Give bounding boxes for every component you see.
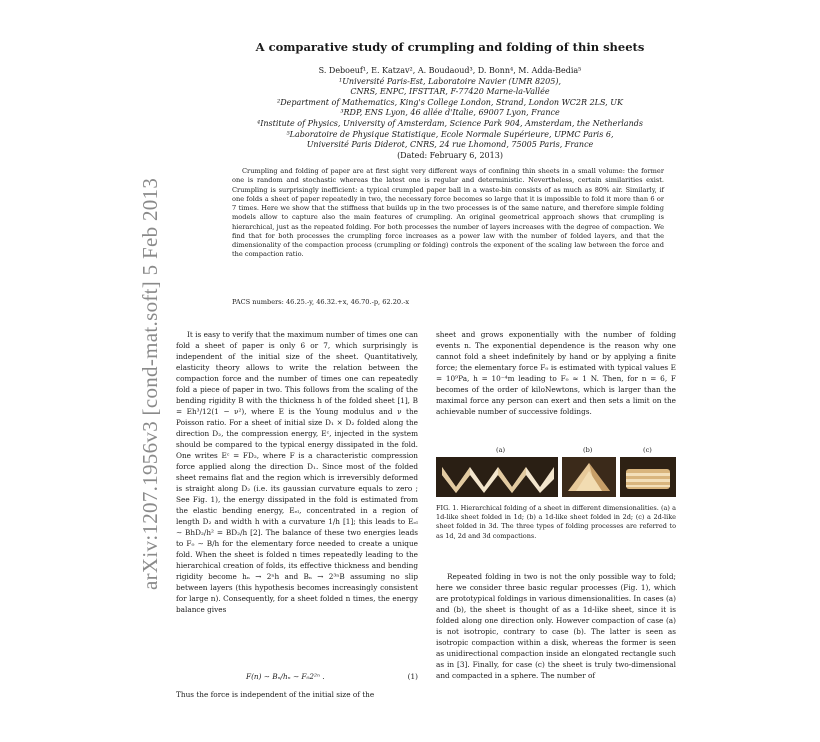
figure-caption: FIG. 1. Hierarchical folding of a sheet in different dimensionalities. (a) a 1d-like sheet folded in 1d; (b) a 1d-like sheet folded in 2d; (c) a 2d-like sheet folded in 3d. The three types of folding processes are referred to as 1d, 2d and 3d compactions. (436, 504, 676, 540)
authors-block (210, 66, 690, 161)
equation-body: F(n) ∼ Bₙ/hₙ ∼ F₀2²ⁿ . (246, 672, 325, 681)
affiliation: Université Paris Diderot, CNRS, 24 rue Lhomond, 75005 Paris, France (306, 140, 594, 150)
affiliation: ⁵Laboratoire de Physique Statistique, Ecole Normale Supérieure, UPMC Paris 6, (286, 129, 614, 139)
author-list: S. Deboeuf¹, E. Katzav², A. Boudaoud³, D. Bonn⁴, M. Adda-Bedia⁵ (318, 66, 582, 75)
date-line: (Dated: February 6, 2013) (397, 150, 503, 160)
affiliation: ²Department of Mathematics, King's College London, Strand, London WC2R 2LS, UK (277, 97, 623, 107)
body-text-continued: Thus the force is independent of the initial size of the (176, 690, 375, 699)
right-column (436, 329, 676, 417)
figure-label-b: (b) (583, 446, 593, 454)
photo-2d-folding (562, 457, 616, 497)
affiliation: CNRS, ENPC, IFSTTAR, F-77420 Marne-la-Vallée (350, 87, 550, 97)
body-paragraph: Repeated folding in two is not the only possible way to fold; here we consider three basic regular processes (Fig. 1), which are prototypical foldings in various dimensionalities. In cases (a) and (b), the sheet is thought of as a 1d-like sheet, since it is folded along one direction only. However compaction of case (a) is not isotropic, contrary to case (b). The latter is seen as isotropic compaction within a disk, whereas the former is seen as unidirectional compaction inside an elongated rectangle such as in [3]. Finally, for case (c) the sheet is truly two-dimensional and compacted in a sphere. The number of (436, 572, 676, 680)
left-column (176, 329, 418, 615)
affiliation: ³RDP, ENS Lyon, 46 allée d'Italie, 69007 Lyon, France (340, 108, 560, 118)
body-paragraph: sheet and grows exponentially with the number of folding events n. The exponential dependence is the reason why one cannot fold a sheet indefinitely by hand or by applying a finite force; the elementary force F₀ is estimated with typical values E = 10⁹Pa, h = 10⁻⁴m leading to F₀ ≈ 1 N. Then, for n = 6, F becomes of the order of kiloNewtons, which is larger than the maximal force any person can exert and then sets a limit on the achievable number of successive foldings. (436, 330, 676, 416)
body-paragraph: It is easy to verify that the maximum number of times one can fold a sheet of paper is only 6 or 7, which surprisingly is independent of the initial size of the sheet. Quantitatively, elasticity theory allows to write the relation between the compaction force and the number of times one can repeatedly fold a piece of paper in two. This follows from the scaling of the bending rigidity B with the thickness h of the folded sheet [1], B = Eh³/12(1 − ν²), where E is the Young modulus and ν the Poisson ratio. For a sheet of initial size D₁ × D₂ folded along the direction D₂, the compression energy, Eᶜ, injected in the system should be compared to the typical energy dissipated in the fold. One writes Eᶜ = FD₂, where F is a characteristic compression force applied along the direction D₁. Since most of the folded sheet remains flat and the region which is irreversibly deformed is straight along D₂ (i.e. its gaussian curvature equals to zero ; See Fig. 1), the energy dissipated in the fold is estimated from the elastic bending energy, Eₑₗ, concentrated in a region of length D₂ and width h with a curvature 1/h [1]; this leads to Eₑₗ ∼ BhD₂/h² = BD₂/h [2]. The balance of these two energies leads to F₀ ∼ B/h for the elementary force needed to create a unique fold. When the sheet is folded n times repeatedly leading to the hierarchical creation of folds, its effective thickness and bending rigidity become hₙ → 2ⁿh and Bₙ → 2³ⁿB assuming no slip between layers (this hypothesis becomes increasingly consistent for large n). Consequently, for a sheet folded n times, the energy balance gives (176, 330, 418, 614)
arxiv-stamp: arXiv:1207.1956v3 [cond-mat.soft] 5 Feb 2013 (138, 177, 162, 590)
paper-title: A comparative study of crumpling and folding of thin sheets (255, 40, 645, 54)
figure-label-a: (a) (496, 446, 506, 454)
equation-number: (1) (407, 672, 418, 681)
figure-label-c: (c) (643, 446, 652, 454)
affiliation: ¹Université Paris-Est, Laboratoire Navier (UMR 8205), (338, 76, 562, 86)
abstract: Crumpling and folding of paper are at first sight very different ways of confining thin sheets in a small volume: the former one is random and stochastic whereas the latest one is regular and deterministic. Nevertheless, certain similarities exist. Crumpling is surprisingly inefficient: a typical crumpled paper ball in a waste-bin consists of as much as 80% air. Similarly, if one folds a sheet of paper repeatedly in two, the necessary force becomes so large that it is impossible to fold it more than 6 or 7 times. Here we show that the stiffness that builds up in the two processes is of the same nature, and therefore simple folding models allow to capture also the main features of crumpling. An original geometrical approach shows that crumpling is hierarchical, just as the repeated folding. For both processes the number of layers increases with the degree of compaction. We find that for both processes the crumpling force increases as a power law with the number of folded layers, and that the dimensionality of the compaction process (crumpling or folding) controls the exponent of the scaling law between the force and the compaction ratio. (232, 167, 664, 259)
photo-1d-folding (436, 457, 558, 497)
pacs-numbers: PACS numbers: 46.25.-y, 46.32.+x, 46.70.-p, 62.20.-x (232, 298, 410, 306)
photo-3d-folding (620, 457, 676, 497)
right-column-continued (436, 571, 676, 681)
figure-1-photos (436, 457, 676, 497)
affiliation: ⁴Institute of Physics, University of Amsterdam, Science Park 904, Amsterdam, the Netherlands (257, 118, 643, 128)
